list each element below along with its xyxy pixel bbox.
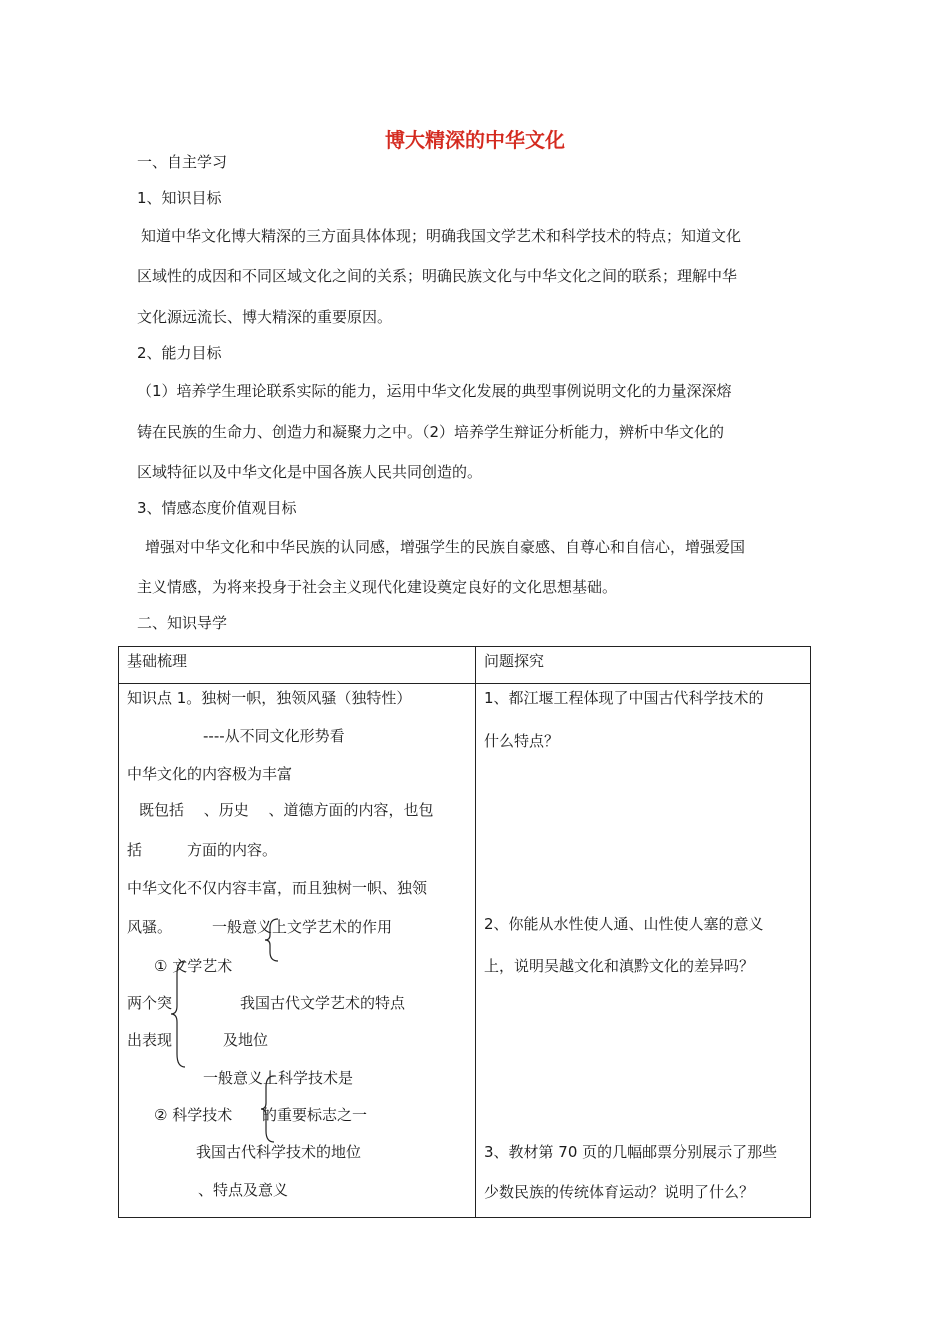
table-cell-line: 中华文化不仅内容丰富，而且独树一帜、独领 xyxy=(127,879,428,897)
paragraph-line: 区域性的成因和不同区域文化之间的关系；明确民族文化与中华文化之间的联系；理解中华 xyxy=(137,267,738,285)
paragraph-line: 主义情感，为将来投身于社会主义现代化建设奠定良好的文化思想基础。 xyxy=(137,578,618,596)
table-header-basics: 基础梳理 xyxy=(127,652,188,670)
paragraph-line: 知道中华文化博大精深的三方面具体体现；明确我国文学艺术和科学技术的特点；知道文化 xyxy=(141,227,742,245)
paragraph-line: 铸在民族的生命力、创造力和凝聚力之中。（2）培养学生辩证分析能力，辨析中华文化的 xyxy=(137,423,725,441)
table-cell-line: 的重要标志之一 xyxy=(262,1106,368,1124)
page-title: 博大精深的中华文化 xyxy=(385,128,565,152)
paragraph-line: 增强对中华文化和中华民族的认同感，增强学生的民族自豪感、自尊心和自信心，增强爱国 xyxy=(145,538,746,556)
table-cell-line: ② 科学技术 xyxy=(154,1106,233,1124)
question-line: 2、你能从水性使人通、山性使人塞的意义 xyxy=(484,915,764,933)
paragraph-line: 文化源远流长、博大精深的重要原因。 xyxy=(137,308,393,326)
question-line: 什么特点？ xyxy=(484,732,560,750)
question-line: 少数民族的传统体育运动？说明了什么？ xyxy=(484,1183,755,1201)
brace-icon xyxy=(260,1075,278,1143)
table-cell-line: 中华文化的内容极为丰富 xyxy=(127,765,293,783)
table-cell-line: ① 文学艺术 xyxy=(154,957,233,975)
heading-knowledge-goal: 1、知识目标 xyxy=(137,189,222,207)
question-line: 1、都江堰工程体现了中国古代科学技术的 xyxy=(484,689,764,707)
table-divider-horizontal xyxy=(118,683,811,684)
table-cell-line: 我国古代文学艺术的特点 xyxy=(240,994,406,1012)
table-cell-line: 括 方面的内容。 xyxy=(127,841,278,859)
section-heading-1: 一、自主学习 xyxy=(137,153,228,171)
table-cell-line: 两个突 xyxy=(127,994,173,1012)
heading-ability-goal: 2、能力目标 xyxy=(137,344,222,362)
question-line: 上，说明吴越文化和滇黔文化的差异吗？ xyxy=(484,957,755,975)
table-cell-line: 一般意义上科学技术是 xyxy=(203,1069,354,1087)
section-heading-2: 二、知识导学 xyxy=(137,614,228,632)
table-cell-line: 既包括 、历史 、道德方面的内容，也包 xyxy=(139,801,434,819)
table-cell-line: 知识点 1。独树一帜，独领风骚（独特性） xyxy=(127,689,412,707)
table-cell-line: 、特点及意义 xyxy=(198,1181,289,1199)
question-line: 3、教材第 70 页的几幅邮票分别展示了那些 xyxy=(484,1143,778,1161)
table-cell-line: 及地位 xyxy=(223,1031,269,1049)
table-divider-vertical xyxy=(475,646,476,1218)
heading-emotion-goal: 3、情感态度价值观目标 xyxy=(137,499,297,517)
table-header-questions: 问题探究 xyxy=(484,652,545,670)
table-cell-line: 出表现 xyxy=(127,1031,173,1049)
brace-icon xyxy=(264,918,282,962)
table-cell-line: 一般意义上文学艺术的作用 xyxy=(212,918,393,936)
brace-icon xyxy=(170,960,188,1068)
table-cell-line: 我国古代科学技术的地位 xyxy=(196,1143,362,1161)
table-cell-line: 风骚。 xyxy=(127,918,173,936)
paragraph-line: 区域特征以及中华文化是中国各族人民共同创造的。 xyxy=(137,463,483,481)
paragraph-line: （1）培养学生理论联系实际的能力，运用中华文化发展的典型事例说明文化的力量深深熔 xyxy=(137,382,732,400)
table-cell-line: ----从不同文化形势看 xyxy=(203,727,345,745)
